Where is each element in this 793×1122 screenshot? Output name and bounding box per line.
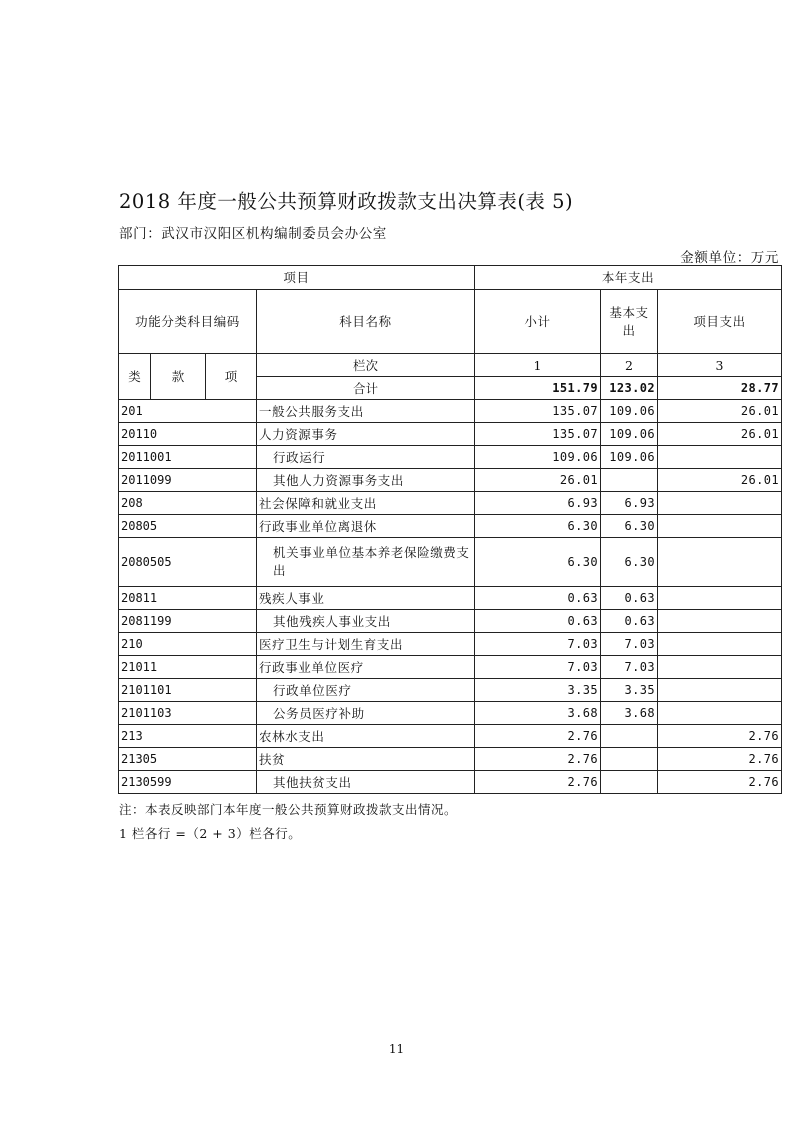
header-row-1 bbox=[119, 266, 782, 290]
row-code: 201 bbox=[119, 400, 257, 423]
table-row bbox=[119, 587, 782, 610]
row-subtotal: 26.01 bbox=[475, 469, 601, 492]
row-project bbox=[658, 538, 782, 587]
page-number: 11 bbox=[388, 1042, 405, 1056]
department-label: 部门：武汉市汉阳区机构编制委员会办公室 bbox=[119, 226, 387, 242]
row-project bbox=[658, 515, 782, 538]
row-code: 210 bbox=[119, 633, 257, 656]
row-subtotal: 2.76 bbox=[475, 725, 601, 748]
header-row-3 bbox=[119, 354, 782, 377]
header-func-code: 功能分类科目编码 bbox=[119, 290, 257, 354]
total-label: 合计 bbox=[257, 377, 475, 400]
row-code: 213 bbox=[119, 725, 257, 748]
total-subtotal: 151.79 bbox=[475, 377, 601, 400]
table-row bbox=[119, 679, 782, 702]
table-row bbox=[119, 515, 782, 538]
row-subtotal: 3.68 bbox=[475, 702, 601, 725]
header-subtotal: 小计 bbox=[475, 290, 601, 354]
row-subtotal: 6.30 bbox=[475, 538, 601, 587]
row-basic: 6.30 bbox=[601, 515, 658, 538]
row-code: 2080505 bbox=[119, 538, 257, 587]
row-basic: 7.03 bbox=[601, 633, 658, 656]
header-subject-name: 科目名称 bbox=[257, 290, 475, 354]
column-number-3: 3 bbox=[658, 354, 782, 377]
row-basic: 6.30 bbox=[601, 538, 658, 587]
row-code: 208 bbox=[119, 492, 257, 515]
row-basic bbox=[601, 725, 658, 748]
row-subtotal: 6.30 bbox=[475, 515, 601, 538]
note-line-1: 注：本表反映部门本年度一般公共预算财政拨款支出情况。 bbox=[119, 802, 458, 817]
row-subtotal: 7.03 bbox=[475, 656, 601, 679]
row-code: 2011001 bbox=[119, 446, 257, 469]
table-row bbox=[119, 469, 782, 492]
row-project: 2.76 bbox=[658, 771, 782, 794]
row-project bbox=[658, 679, 782, 702]
table-row bbox=[119, 446, 782, 469]
row-code: 20110 bbox=[119, 423, 257, 446]
header-row-2 bbox=[119, 290, 782, 354]
row-code: 21011 bbox=[119, 656, 257, 679]
row-subtotal: 135.07 bbox=[475, 423, 601, 446]
row-project bbox=[658, 702, 782, 725]
row-code: 2101101 bbox=[119, 679, 257, 702]
row-basic: 109.06 bbox=[601, 446, 658, 469]
total-basic: 123.02 bbox=[601, 377, 658, 400]
row-name: 其他残疾人事业支出 bbox=[257, 610, 475, 633]
row-basic: 109.06 bbox=[601, 400, 658, 423]
row-subtotal: 7.03 bbox=[475, 633, 601, 656]
row-basic: 3.35 bbox=[601, 679, 658, 702]
row-basic: 0.63 bbox=[601, 587, 658, 610]
row-basic bbox=[601, 748, 658, 771]
header-kuan: 款 bbox=[151, 354, 206, 400]
row-project bbox=[658, 446, 782, 469]
row-name: 行政单位医疗 bbox=[257, 679, 475, 702]
row-code: 2101103 bbox=[119, 702, 257, 725]
row-basic: 0.63 bbox=[601, 610, 658, 633]
column-number-2: 2 bbox=[601, 354, 658, 377]
row-project: 26.01 bbox=[658, 400, 782, 423]
row-project bbox=[658, 633, 782, 656]
table-row bbox=[119, 610, 782, 633]
header-xiang: 项 bbox=[206, 354, 257, 400]
row-project bbox=[658, 610, 782, 633]
row-name: 医疗卫生与计划生育支出 bbox=[257, 633, 475, 656]
row-subtotal: 109.06 bbox=[475, 446, 601, 469]
row-project: 26.01 bbox=[658, 423, 782, 446]
row-code: 2011099 bbox=[119, 469, 257, 492]
table-row bbox=[119, 725, 782, 748]
table-row bbox=[119, 656, 782, 679]
column-number-1: 1 bbox=[475, 354, 601, 377]
row-subtotal: 3.35 bbox=[475, 679, 601, 702]
row-basic bbox=[601, 771, 658, 794]
column-number-label: 栏次 bbox=[257, 354, 475, 377]
row-project: 2.76 bbox=[658, 725, 782, 748]
row-name: 机关事业单位基本养老保险缴费支出 bbox=[257, 538, 475, 587]
row-code: 20805 bbox=[119, 515, 257, 538]
row-project: 2.76 bbox=[658, 748, 782, 771]
row-basic: 3.68 bbox=[601, 702, 658, 725]
table-row bbox=[119, 702, 782, 725]
row-basic: 6.93 bbox=[601, 492, 658, 515]
row-code: 20811 bbox=[119, 587, 257, 610]
table-row bbox=[119, 423, 782, 446]
row-subtotal: 2.76 bbox=[475, 748, 601, 771]
header-current-year: 本年支出 bbox=[475, 266, 782, 290]
row-code: 2081199 bbox=[119, 610, 257, 633]
row-name: 农林水支出 bbox=[257, 725, 475, 748]
header-basic: 基本支出 bbox=[601, 290, 658, 354]
row-name: 其他人力资源事务支出 bbox=[257, 469, 475, 492]
row-project bbox=[658, 656, 782, 679]
row-project: 26.01 bbox=[658, 469, 782, 492]
row-name: 行政运行 bbox=[257, 446, 475, 469]
row-name: 行政事业单位医疗 bbox=[257, 656, 475, 679]
row-name: 社会保障和就业支出 bbox=[257, 492, 475, 515]
row-code: 2130599 bbox=[119, 771, 257, 794]
table-row bbox=[119, 748, 782, 771]
row-basic: 7.03 bbox=[601, 656, 658, 679]
table-row bbox=[119, 538, 782, 587]
row-subtotal: 6.93 bbox=[475, 492, 601, 515]
row-project bbox=[658, 492, 782, 515]
table-row bbox=[119, 492, 782, 515]
row-name: 残疾人事业 bbox=[257, 587, 475, 610]
row-basic bbox=[601, 469, 658, 492]
row-subtotal: 0.63 bbox=[475, 610, 601, 633]
row-name: 公务员医疗补助 bbox=[257, 702, 475, 725]
table-row bbox=[119, 633, 782, 656]
page-title: 2018 年度一般公共预算财政拨款支出决算表(表 5) bbox=[119, 190, 574, 213]
row-name: 人力资源事务 bbox=[257, 423, 475, 446]
total-project: 28.77 bbox=[658, 377, 782, 400]
row-project bbox=[658, 587, 782, 610]
row-name: 行政事业单位离退休 bbox=[257, 515, 475, 538]
row-code: 21305 bbox=[119, 748, 257, 771]
table-row bbox=[119, 771, 782, 794]
header-lei: 类 bbox=[119, 354, 151, 400]
row-name: 其他扶贫支出 bbox=[257, 771, 475, 794]
row-subtotal: 0.63 bbox=[475, 587, 601, 610]
note-line-2: 1 栏各行 =（2 + 3）栏各行。 bbox=[119, 826, 302, 841]
row-subtotal: 135.07 bbox=[475, 400, 601, 423]
expenditure-table bbox=[118, 265, 782, 794]
row-subtotal: 2.76 bbox=[475, 771, 601, 794]
header-item: 项目 bbox=[119, 266, 475, 290]
row-basic: 109.06 bbox=[601, 423, 658, 446]
header-project: 项目支出 bbox=[658, 290, 782, 354]
table-row bbox=[119, 400, 782, 423]
row-name: 扶贫 bbox=[257, 748, 475, 771]
amount-unit-label: 金额单位：万元 bbox=[680, 250, 779, 266]
row-name: 一般公共服务支出 bbox=[257, 400, 475, 423]
